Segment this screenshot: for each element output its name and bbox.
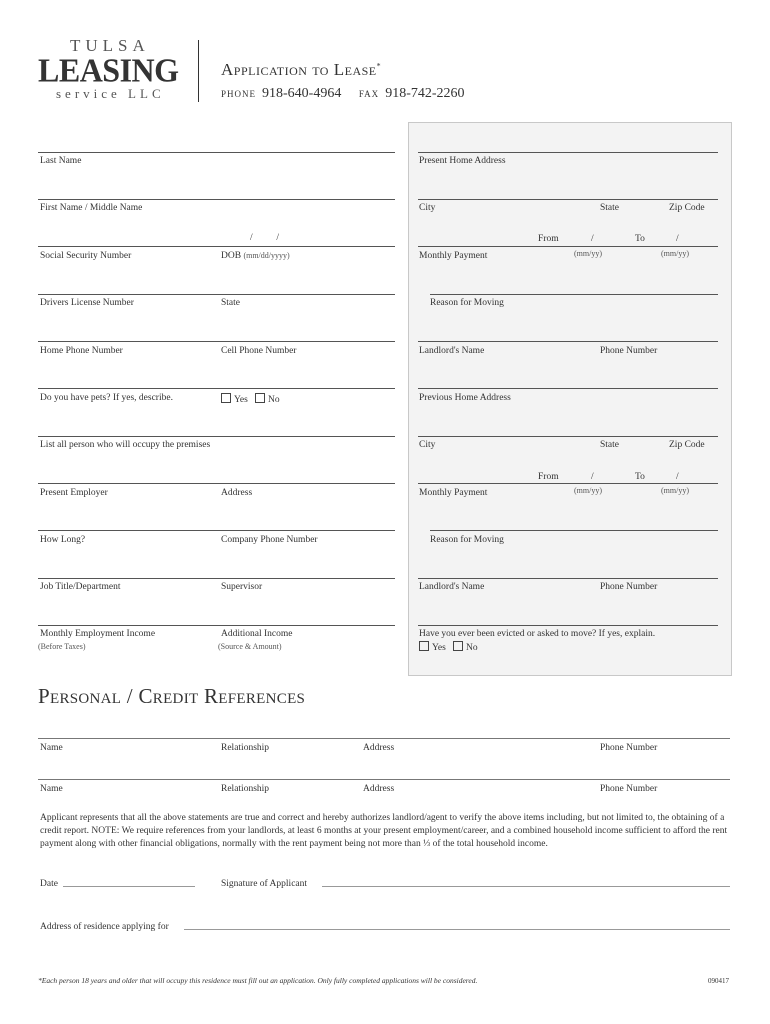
previous-to-format: (mm/yy) bbox=[661, 486, 689, 495]
supervisor-label: Supervisor bbox=[221, 582, 263, 592]
present-address-field[interactable] bbox=[418, 152, 718, 153]
previous-landlord-phone-label: Phone Number bbox=[600, 582, 658, 592]
previous-address-field[interactable] bbox=[418, 388, 718, 389]
eviction-question: Have you ever been evicted or asked to move? If yes, explain. bbox=[419, 629, 656, 639]
present-to-label: To bbox=[635, 234, 645, 244]
fax-number: 918-742-2260 bbox=[385, 86, 465, 101]
present-city-label: City bbox=[419, 203, 436, 213]
phone-number: 918-640-4964 bbox=[262, 86, 342, 101]
logo-tulsa-text: TULSA bbox=[70, 36, 150, 55]
drivers-license-field[interactable] bbox=[38, 294, 395, 295]
how-long-label: How Long? bbox=[40, 535, 86, 545]
present-from-label: From bbox=[538, 234, 559, 244]
reference-2-field[interactable] bbox=[38, 779, 730, 780]
income-field[interactable] bbox=[38, 625, 395, 626]
page-title: Application to Lease* bbox=[221, 60, 382, 79]
residence-label: Address of residence applying for bbox=[40, 922, 169, 932]
header-divider bbox=[198, 40, 199, 102]
footnote: *Each person 18 years and older that will occupy this residence must fill out an application. Only fully completed applications will be considered. bbox=[38, 976, 478, 985]
additional-income-label: Additional Income bbox=[221, 629, 293, 639]
present-from-slash: / bbox=[591, 234, 594, 244]
previous-reason-label: Reason for Moving bbox=[430, 535, 504, 545]
ref2-address-label: Address bbox=[363, 784, 395, 794]
present-zip-label: Zip Code bbox=[669, 203, 705, 213]
present-payment-field[interactable] bbox=[418, 246, 718, 247]
previous-from-label: From bbox=[538, 472, 559, 482]
previous-state-label: State bbox=[600, 440, 619, 450]
drivers-license-label: Drivers License Number bbox=[40, 298, 134, 308]
eviction-yes-checkbox[interactable] bbox=[419, 641, 429, 651]
last-name-label: Last Name bbox=[40, 156, 82, 166]
phone-fields[interactable] bbox=[38, 341, 395, 342]
pets-field[interactable] bbox=[38, 388, 395, 389]
present-reason-label: Reason for Moving bbox=[430, 298, 504, 308]
previous-reason-field[interactable] bbox=[430, 530, 718, 531]
ref1-name-label: Name bbox=[40, 743, 63, 753]
references-section-title: Personal / Credit References bbox=[38, 684, 306, 708]
cell-phone-label: Cell Phone Number bbox=[221, 346, 297, 356]
eviction-checkboxes: Yes No bbox=[419, 641, 478, 653]
pets-label: Do you have pets? If yes, describe. bbox=[40, 393, 173, 403]
date-field[interactable] bbox=[63, 886, 195, 887]
present-to-slash: / bbox=[676, 234, 679, 244]
previous-to-label: To bbox=[635, 472, 645, 482]
present-landlord-label: Landlord's Name bbox=[419, 346, 485, 356]
previous-from-slash: / bbox=[591, 472, 594, 482]
previous-zip-label: Zip Code bbox=[669, 440, 705, 450]
previous-to-slash: / bbox=[676, 472, 679, 482]
previous-landlord-label: Landlord's Name bbox=[419, 582, 485, 592]
present-payment-label: Monthly Payment bbox=[419, 251, 488, 261]
ssn-label: Social Security Number bbox=[40, 251, 132, 261]
previous-address-label: Previous Home Address bbox=[419, 393, 511, 403]
previous-payment-label: Monthly Payment bbox=[419, 488, 488, 498]
home-phone-label: Home Phone Number bbox=[40, 346, 123, 356]
first-middle-name-field[interactable] bbox=[38, 199, 395, 200]
ref1-address-label: Address bbox=[363, 743, 395, 753]
present-address-label: Present Home Address bbox=[419, 156, 506, 166]
ref2-name-label: Name bbox=[40, 784, 63, 794]
ref2-relationship-label: Relationship bbox=[221, 784, 270, 794]
previous-city-field[interactable] bbox=[418, 436, 718, 437]
present-city-field[interactable] bbox=[418, 199, 718, 200]
job-title-field[interactable] bbox=[38, 578, 395, 579]
monthly-income-label: Monthly Employment Income bbox=[40, 629, 156, 639]
previous-landlord-field[interactable] bbox=[418, 578, 718, 579]
before-taxes-note: (Before Taxes) bbox=[38, 642, 86, 651]
present-to-format: (mm/yy) bbox=[661, 249, 689, 258]
pets-checkboxes: Yes No bbox=[221, 393, 280, 405]
ref1-relationship-label: Relationship bbox=[221, 743, 270, 753]
job-title-label: Job Title/Department bbox=[40, 582, 121, 592]
present-state-label: State bbox=[600, 203, 619, 213]
signature-label: Signature of Applicant bbox=[221, 879, 308, 889]
previous-from-format: (mm/yy) bbox=[574, 486, 602, 495]
eviction-no-checkbox[interactable] bbox=[453, 641, 463, 651]
date-label: Date bbox=[40, 879, 58, 889]
ssn-dob-field[interactable] bbox=[38, 246, 395, 247]
present-reason-field[interactable] bbox=[430, 294, 718, 295]
employment-length-field[interactable] bbox=[38, 530, 395, 531]
dl-state-label: State bbox=[221, 298, 240, 308]
occupants-field[interactable] bbox=[38, 436, 395, 437]
present-from-format: (mm/yy) bbox=[574, 249, 602, 258]
occupants-label: List all person who will occupy the premises bbox=[40, 440, 211, 450]
source-amount-note: (Source & Amount) bbox=[218, 642, 282, 651]
signature-field[interactable] bbox=[322, 886, 730, 887]
present-landlord-phone-label: Phone Number bbox=[600, 346, 658, 356]
dob-label: DOB (mm/dd/yyyy) bbox=[221, 251, 290, 261]
first-middle-name-label: First Name / Middle Name bbox=[40, 203, 143, 213]
previous-payment-field[interactable] bbox=[418, 483, 718, 484]
employer-field[interactable] bbox=[38, 483, 395, 484]
employer-address-label: Address bbox=[221, 488, 253, 498]
pets-no-checkbox[interactable] bbox=[255, 393, 265, 403]
present-landlord-field[interactable] bbox=[418, 341, 718, 342]
residence-field[interactable] bbox=[184, 929, 730, 930]
pets-yes-checkbox[interactable] bbox=[221, 393, 231, 403]
logo-service-text: service LLC bbox=[56, 86, 165, 101]
last-name-field[interactable] bbox=[38, 152, 395, 153]
dob-slashes: / / bbox=[250, 233, 280, 243]
company-phone-label: Company Phone Number bbox=[221, 535, 318, 545]
authorization-statement: Applicant represents that all the above statements are true and correct and hereby authorizes landlord/agent to verify the above items including, but not limited to, the obtaining of a credit report. NOTE: We require references from your landlords, at least 6 months at your present employment/career, and a combined household income sufficient to afford the rent payment along with other financial obligations, normally with the rent payment being not more than ⅓ of the total household income. bbox=[40, 813, 728, 849]
logo-leasing-text: LEASING bbox=[38, 51, 179, 89]
reference-1-field[interactable] bbox=[38, 738, 730, 739]
employer-label: Present Employer bbox=[40, 488, 108, 498]
previous-city-label: City bbox=[419, 440, 436, 450]
form-code: 090417 bbox=[708, 977, 729, 985]
ref2-phone-label: Phone Number bbox=[600, 784, 658, 794]
eviction-field[interactable] bbox=[418, 625, 718, 626]
ref1-phone-label: Phone Number bbox=[600, 743, 658, 753]
contact-info: PHONE 918-640-4964 FAX 918-742-2260 bbox=[221, 86, 465, 101]
